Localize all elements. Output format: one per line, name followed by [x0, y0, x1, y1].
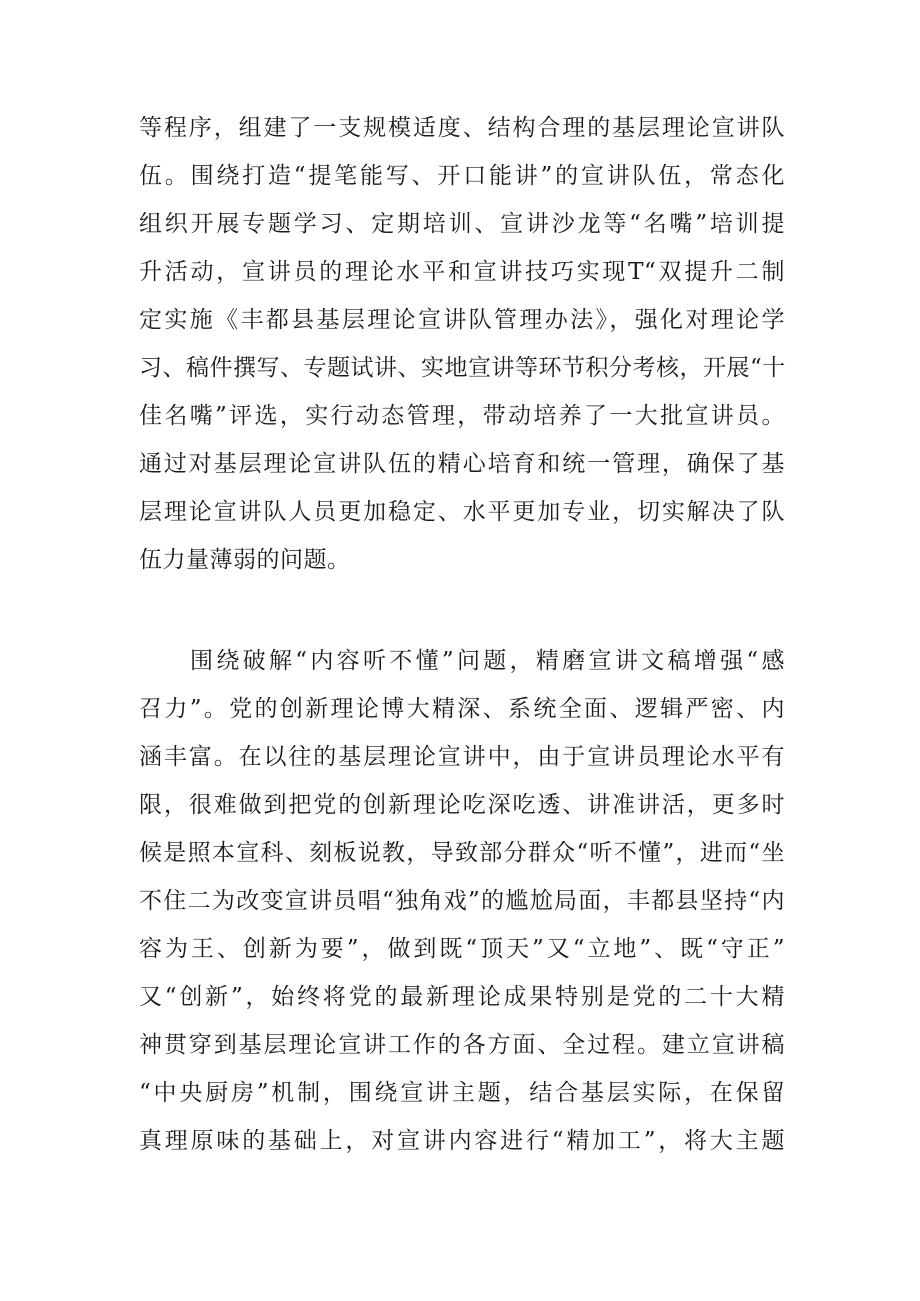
- paragraph-line: 组织开展专题学习、定期培训、宣讲沙龙等“名嘴”培训提: [139, 211, 785, 237]
- paragraph-line: 围绕破解“内容听不懂”问题，精磨宣讲文稿增强“感: [190, 648, 785, 674]
- paragraph-line: 真理原味的基础上，对宣讲内容进行“精加工”，将大主题: [139, 1128, 785, 1154]
- paragraph-line: 伍力量薄弱的问题。: [139, 547, 351, 573]
- paragraph-line: 层理论宣讲队人员更加稳定、水平更加专业，切实解决了队: [139, 499, 785, 525]
- paragraph-line: 候是照本宣科、刻板说教，导致部分群众“听不懂”，进而“坐: [139, 840, 785, 866]
- paragraph-line: 涵丰富。在以往的基层理论宣讲中，由于宣讲员理论水平有: [139, 744, 785, 770]
- paragraph-line: 佳名嘴”评选，实行动态管理，带动培养了一大批宣讲员。: [139, 403, 785, 429]
- paragraph-line: 定实施《丰都县基层理论宣讲队管理办法》，强化对理论学: [139, 307, 785, 333]
- paragraph-line: 升活动，宣讲员的理论水平和宣讲技巧实现T“双提升二制: [139, 259, 785, 285]
- paragraph-line: 等程序，组建了一支规模适度、结构合理的基层理论宣讲队: [139, 115, 785, 141]
- paragraph-line: 通过对基层理论宣讲队伍的精心培育和统一管理，确保了基: [139, 451, 785, 477]
- paragraph-line: 神贯穿到基层理论宣讲工作的各方面、全过程。建立宣讲稿: [139, 1032, 785, 1058]
- paragraph-line: 习、稿件撰写、专题试讲、实地宣讲等环节积分考核，开展“十: [139, 355, 786, 381]
- paragraph-line: 限，很难做到把党的创新理论吃深吃透、讲准讲活，更多时: [139, 792, 785, 818]
- paragraph-line: 召力”。党的创新理论博大精深、系统全面、逻辑严密、内: [139, 696, 785, 722]
- paragraph-line: 不住二为改变宣讲员唱“独角戏”的尴尬局面，丰都县坚持“内: [139, 888, 785, 914]
- paragraph-line: 容为王、创新为要”，做到既“顶天”又“立地”、既“守正”: [139, 936, 785, 962]
- paragraph-line: 又“创新”，始终将党的最新理论成果特别是党的二十大精: [139, 984, 785, 1010]
- paragraph-line: “中央厨房”机制，围绕宣讲主题，结合基层实际，在保留: [139, 1080, 785, 1106]
- paragraph-line: 伍。围绕打造“提笔能写、开口能讲”的宣讲队伍，常态化: [139, 163, 785, 189]
